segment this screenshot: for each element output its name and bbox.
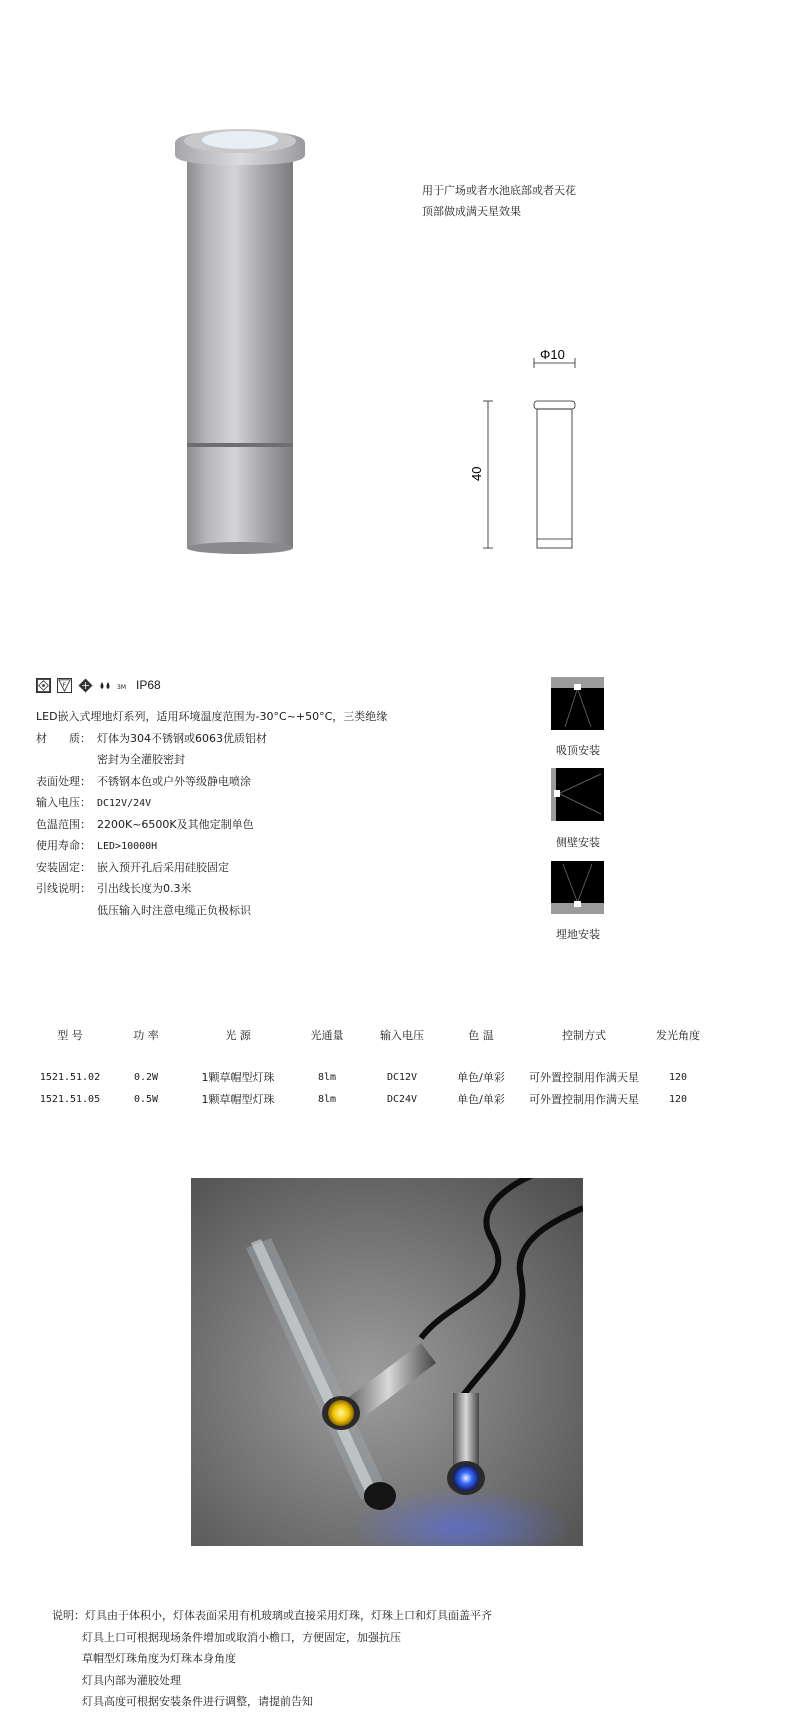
spec-label: 安装固定：	[36, 860, 91, 874]
spec-row	[36, 771, 387, 793]
table-cell: DC12V	[386, 1071, 418, 1083]
certification-row	[36, 676, 161, 694]
table-cell: 可外置控制用作满天星	[529, 1071, 639, 1084]
spec-row	[36, 814, 387, 836]
install-label: 吸顶安装	[556, 744, 600, 757]
spec-label: 表面处理：	[36, 774, 91, 788]
install-wall	[551, 768, 604, 825]
spec-value: DC12V/24V	[97, 798, 152, 809]
spec-row	[36, 835, 387, 857]
table-cell: 1颗草帽型灯珠	[201, 1093, 275, 1106]
spec-list	[36, 706, 387, 921]
spec-label: 引线说明：	[36, 882, 91, 895]
spec-label: 色温范围：	[36, 817, 91, 831]
ceiling-install-icon	[551, 677, 604, 730]
spec-value: 灯体为304不锈钢或6063优质铝材	[97, 731, 267, 745]
diameter-label: Φ10	[540, 347, 565, 362]
note-line: 说明：灯具由于体积小，灯体表面采用有机玻璃或直接采用灯珠，灯珠上口和灯具面盖平齐	[52, 1609, 492, 1622]
install-ceiling	[551, 677, 604, 734]
table-cell: 120	[668, 1093, 688, 1105]
spec-label: 材 质：	[36, 731, 91, 745]
spec-row	[36, 878, 387, 900]
table-cell: 1521.51.05	[39, 1093, 101, 1105]
table-header: 控制方式	[562, 1029, 606, 1042]
note-line: 草帽型灯珠角度为灯珠本身角度	[82, 1652, 236, 1665]
description-line: 顶部做成满天星效果	[422, 205, 521, 218]
table-cell: 1521.51.02	[39, 1071, 101, 1083]
spec-row	[36, 792, 387, 814]
spec-row	[36, 900, 387, 922]
spec-label: 使用寿命：	[36, 839, 91, 852]
table-cell: DC24V	[386, 1093, 418, 1105]
dimension-drawing	[470, 345, 590, 555]
water-drops-icon	[99, 678, 115, 693]
spec-value: LED>10000H	[97, 841, 158, 852]
table-header: 输入电压	[380, 1029, 424, 1042]
table-cell: 0.2W	[133, 1071, 159, 1083]
notes	[52, 1605, 492, 1713]
table-header: 色 温	[468, 1029, 494, 1042]
install-label: 埋地安装	[556, 928, 600, 941]
wall-install-icon	[551, 768, 604, 821]
table-header: 功 率	[133, 1029, 159, 1042]
description-line: 用于广场或者水池底部或者天花	[422, 184, 576, 197]
spec-value: 低压输入时注意电缆正负极标识	[97, 903, 251, 917]
table-header-row	[36, 1024, 712, 1046]
height-label: 40	[469, 466, 484, 481]
f-mark-icon	[57, 678, 72, 693]
table-cell: 8lm	[317, 1093, 337, 1105]
table-cell: 单色/单彩	[457, 1071, 505, 1084]
spec-value: 引出线长度为0.3米	[97, 882, 192, 895]
table-header: 发光角度	[656, 1029, 700, 1042]
note-line: 灯具内部为灌胶处理	[82, 1673, 181, 1687]
ground-install-icon	[551, 861, 604, 914]
spec-value: 密封为全灌胶密封	[97, 753, 185, 766]
table-header: 光通量	[310, 1029, 344, 1042]
table-cell: 0.5W	[133, 1093, 159, 1105]
install-ground	[551, 861, 604, 918]
table-row	[36, 1088, 712, 1110]
diamond-cert-icon	[36, 678, 51, 693]
table-cell: 120	[668, 1071, 688, 1083]
table-cell: 1颗草帽型灯珠	[201, 1071, 275, 1084]
table-header: 光 源	[225, 1029, 251, 1042]
note-line: 灯具上口可根据现场条件增加或取消小檐口，方便固定，加强抗压	[82, 1630, 401, 1644]
spec-value: 不锈钢本色或户外等级静电喷涂	[97, 774, 251, 788]
spec-value: 2200K~6500K及其他定制单色	[97, 817, 254, 831]
spec-row	[36, 857, 387, 879]
table-cell: 单色/单彩	[457, 1093, 505, 1106]
table-row	[36, 1066, 712, 1088]
grid-diamond-icon	[78, 678, 93, 693]
spec-value: 嵌入预开孔后采用硅胶固定	[97, 860, 229, 874]
spec-row	[36, 749, 387, 771]
spec-table	[36, 1024, 712, 1110]
spec-row	[36, 728, 387, 750]
spec-intro: LED嵌入式埋地灯系列，适用环境温度范围为-30°C~+50°C，三类绝缘	[36, 710, 388, 723]
product-photo	[175, 125, 310, 555]
install-label: 侧壁安装	[556, 836, 600, 849]
table-cell: 可外置控制用作满天星	[529, 1093, 639, 1106]
ip-rating: IP68	[136, 678, 161, 692]
svg-text:F: F	[62, 682, 67, 689]
table-cell: 8lm	[317, 1071, 337, 1083]
led-photo	[191, 1178, 583, 1546]
spec-label: 输入电压：	[36, 796, 91, 809]
table-header: 型 号	[57, 1029, 83, 1042]
water-depth-label: 3M	[117, 683, 126, 691]
note-line: 灯具高度可根据安装条件进行调整，请提前告知	[82, 1695, 313, 1708]
